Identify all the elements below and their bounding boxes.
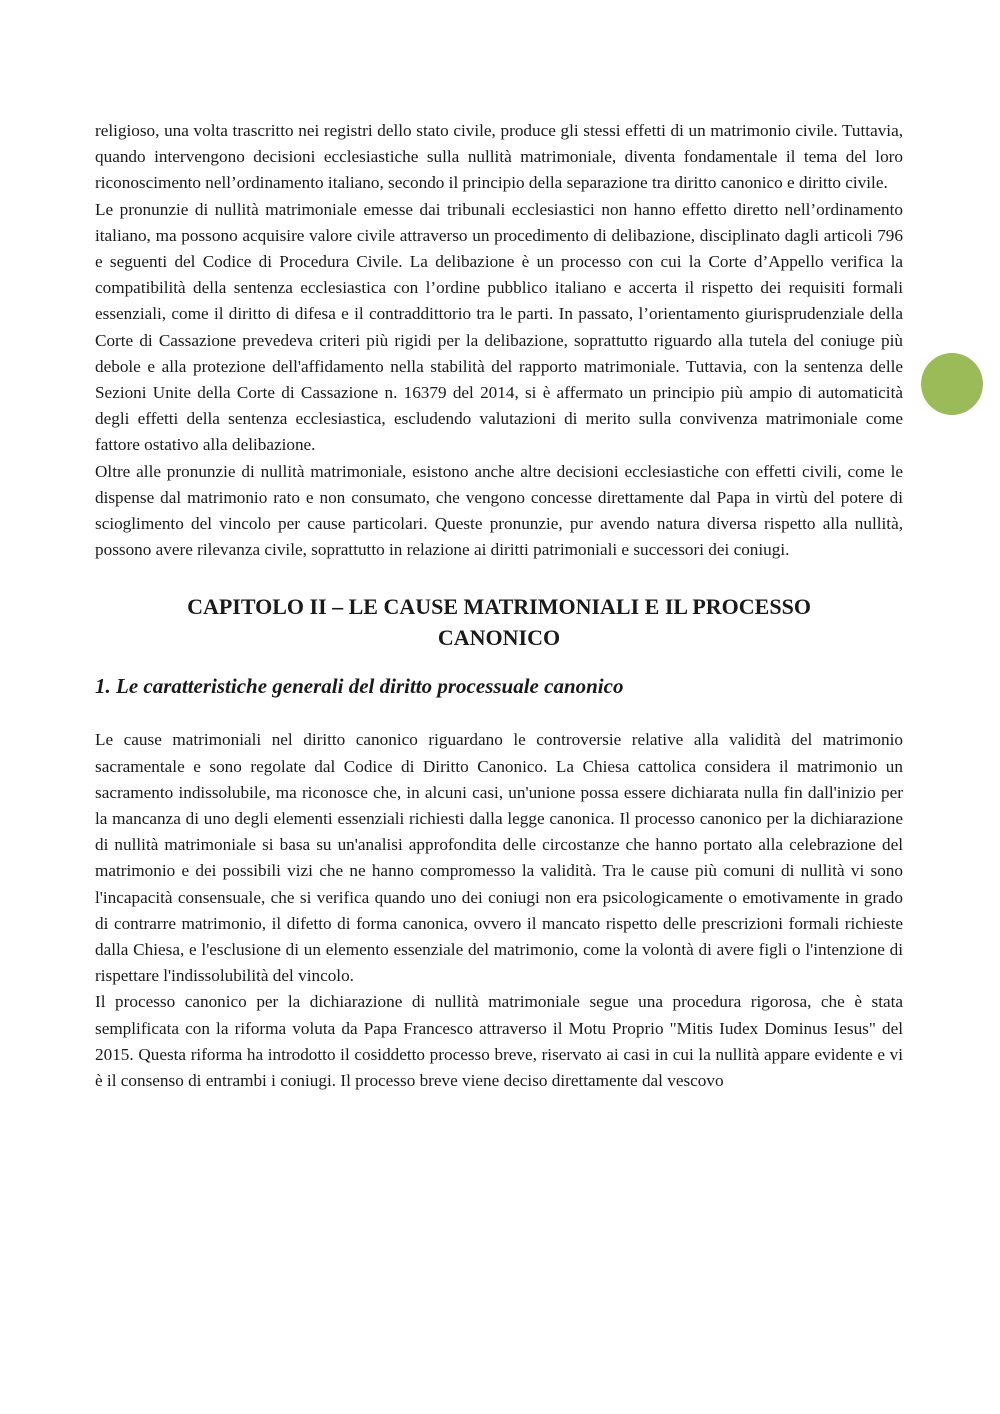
paragraph: Il processo canonico per la dichiarazione di nullità matrimoniale segue una procedura rigorosa, che è stata semplificata con la riforma voluta da Papa Francesco attraverso il Motu Proprio "Mitis Iudex Dominus Iesus" del 2015. Questa riforma ha introdotto il cosiddetto processo breve, riservato ai casi in cui la nullità appare evidente e vi è il consenso di entrambi i coniugi. Il processo breve viene deciso direttamente dal vescovo bbox=[95, 992, 903, 1091]
page-marker-dot bbox=[921, 353, 983, 415]
paragraph: Oltre alle pronunzie di nullità matrimoniale, esistono anche altre decisioni ecclesiastiche con effetti civili, come le dispense dal matrimonio rato e non consumato, che vengono concesse direttamente dal Papa in virtù del potere di scioglimento del vincolo per cause particolari. Queste pronunzie, pur avendo natura diversa rispetto alla nullità, possono avere rilevanza civile, soprattutto in relazione ai diritti patrimoniali e successori dei coniugi. bbox=[95, 461, 903, 560]
paragraph: religioso, una volta trascritto nei registri dello stato civile, produce gli stessi effetti di un matrimonio civile. Tuttavia, quando intervengono decisioni ecclesiastiche sulla nullità matrimoniale, diventa fondamentale il tema del loro riconoscimento nell’ordinamento italiano, secondo il principio della separazione tra diritto canonico e diritto civile. bbox=[95, 121, 903, 193]
document-page bbox=[95, 118, 903, 1094]
section-title: 1. Le caratteristiche generali del diritto processuale canonico bbox=[95, 674, 624, 699]
chapter-title: CAPITOLO II – LE CAUSE MATRIMONIALI E IL PROCESSO CANONICO bbox=[187, 594, 811, 651]
paragraph: Le pronunzie di nullità matrimoniale emesse dai tribunali ecclesiastici non hanno effetto diretto nell’ordinamento italiano, ma possono acquisire valore civile attraverso un procedimento di delibazione, disciplinato dagli articoli 796 e seguenti del Codice di Procedura Civile. La delibazione è un processo con cui la Corte d’Appello verifica la compatibilità della sentenza ecclesiastica con l’ordine pubblico italiano e accerta il rispetto dei requisiti formali essenziali, come il diritto di difesa e il contraddittorio tra le parti. In passato, l’orientamento giurisprudenziale della Corte di Cassazione prevedeva criteri più rigidi per la delibazione, soprattutto riguardo alla tutela del coniuge più debole e alla protezione dell'affidamento nella stabilità del rapporto matrimoniale. Tuttavia, con la sentenza delle Sezioni Unite della Corte di Cassazione n. 16379 del 2014, si è affermato un principio più ampio di automaticità degli effetti della sentenza ecclesiastica, escludendo valutazioni di merito sulla convivenza matrimoniale come fattore ostativo alla delibazione. bbox=[95, 199, 903, 455]
paragraph: Le cause matrimoniali nel diritto canonico riguardano le controversie relative alla validità del matrimonio sacramentale e sono regolate dal Codice di Diritto Canonico. La Chiesa cattolica considera il matrimonio un sacramento indissolubile, ma riconosce che, in alcuni casi, un'unione possa essere dichiarata nulla fin dall'inizio per la mancanza di uno degli elementi essenziali richiesti dalla legge canonica. Il processo canonico per la dichiarazione di nullità matrimoniale si basa su un'analisi approfondita delle circostanze che hanno portato alla celebrazione del matrimonio e dei possibili vizi che ne hanno compromesso la validità. Tra le cause più comuni di nullità vi sono l'incapacità consensuale, che si verifica quando uno dei coniugi non era psicologicamente o emotivamente in grado di contrarre matrimonio, il difetto di forma canonica, ovvero il mancato rispetto delle prescrizioni formali richieste dalla Chiesa, e l'esclusione di un elemento essenziale del matrimonio, come la volontà di avere figli o l'intenzione di rispettare l'indissolubilità del vincolo. bbox=[95, 730, 903, 986]
